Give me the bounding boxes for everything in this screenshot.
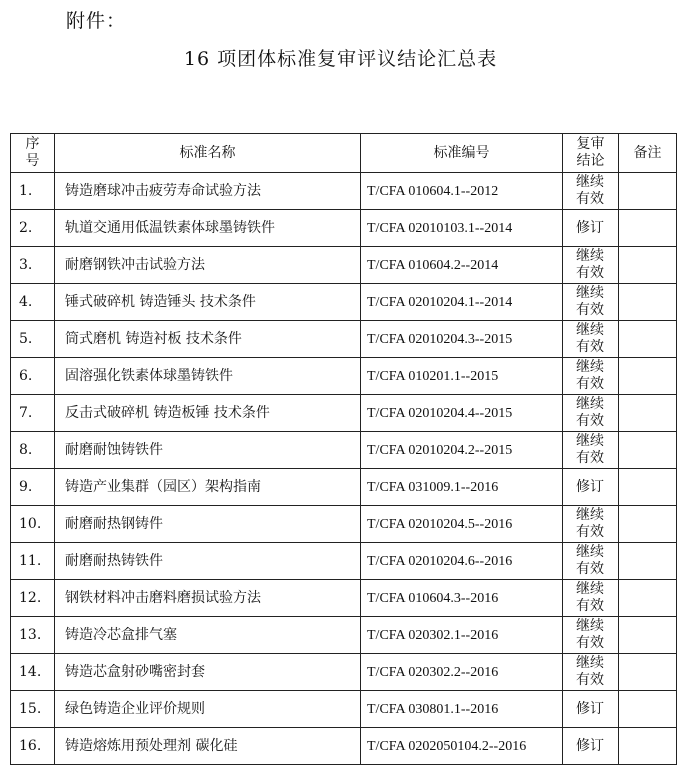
table-row — [11, 358, 677, 395]
table-row — [11, 284, 677, 321]
result-text: 继续有效 — [576, 396, 604, 429]
row-name-cell: 铸造冷芯盒排气塞 — [55, 617, 361, 654]
row-note-cell — [619, 210, 677, 247]
result-text: 继续有效 — [576, 507, 604, 540]
row-name-cell: 铸造芯盒射砂嘴密封套 — [55, 654, 361, 691]
row-code-cell: T/CFA 02010204.6--2016 — [361, 543, 563, 580]
row-name-cell: 锤式破碎机 铸造锤头 技术条件 — [55, 284, 361, 321]
row-seq-cell: 7. — [11, 395, 55, 432]
result-text: 继续有效 — [576, 322, 604, 355]
row-result-cell — [563, 654, 619, 691]
row-code-cell: T/CFA 010604.1--2012 — [361, 173, 563, 210]
result-text: 继续有效 — [576, 248, 604, 281]
row-result-cell — [563, 543, 619, 580]
row-note-cell — [619, 728, 677, 765]
row-seq-cell: 15. — [11, 691, 55, 728]
table-row — [11, 543, 677, 580]
row-note-cell — [619, 247, 677, 284]
header-result: 复审结论 — [563, 134, 619, 173]
row-seq-cell: 8. — [11, 432, 55, 469]
row-code-cell: T/CFA 010201.1--2015 — [361, 358, 563, 395]
row-name-cell: 铸造产业集群（园区）架构指南 — [55, 469, 361, 506]
row-code-cell: T/CFA 020302.2--2016 — [361, 654, 563, 691]
header-name: 标准名称 — [55, 134, 361, 173]
row-result-cell — [563, 321, 619, 358]
row-code-cell: T/CFA 010604.2--2014 — [361, 247, 563, 284]
attachment-label: 附件： — [66, 10, 127, 32]
row-name-cell: 铸造熔炼用预处理剂 碳化硅 — [55, 728, 361, 765]
row-code-cell: T/CFA 030801.1--2016 — [361, 691, 563, 728]
result-text: 继续有效 — [576, 285, 604, 318]
row-result-cell — [563, 580, 619, 617]
row-result-cell — [563, 728, 619, 765]
row-seq-cell: 11. — [11, 543, 55, 580]
row-note-cell — [619, 432, 677, 469]
row-result-cell — [563, 284, 619, 321]
row-note-cell — [619, 321, 677, 358]
table-row — [11, 210, 677, 247]
row-code-cell: T/CFA 010604.3--2016 — [361, 580, 563, 617]
row-code-cell: T/CFA 02010204.5--2016 — [361, 506, 563, 543]
row-name-cell: 耐磨钢铁冲击试验方法 — [55, 247, 361, 284]
row-note-cell — [619, 580, 677, 617]
table-body — [11, 173, 677, 765]
table-row — [11, 432, 677, 469]
row-result-cell — [563, 173, 619, 210]
result-text: 修订 — [576, 737, 604, 754]
row-name-cell: 固溶强化铁素体球墨铸铁件 — [55, 358, 361, 395]
row-seq-cell: 12. — [11, 580, 55, 617]
result-text: 继续有效 — [576, 359, 604, 392]
row-seq-cell: 10. — [11, 506, 55, 543]
row-result-cell — [563, 469, 619, 506]
row-note-cell — [619, 284, 677, 321]
header-seq: 序号 — [11, 134, 55, 173]
row-result-cell — [563, 691, 619, 728]
result-text: 继续有效 — [576, 544, 604, 577]
row-seq-cell: 4. — [11, 284, 55, 321]
row-seq-cell: 13. — [11, 617, 55, 654]
row-result-cell — [563, 432, 619, 469]
row-result-cell — [563, 506, 619, 543]
row-name-cell: 耐磨耐热铸铁件 — [55, 543, 361, 580]
table-row — [11, 654, 677, 691]
table-row — [11, 580, 677, 617]
table-row — [11, 506, 677, 543]
row-seq-cell: 14. — [11, 654, 55, 691]
row-result-cell — [563, 247, 619, 284]
table-row — [11, 617, 677, 654]
row-code-cell: T/CFA 020302.1--2016 — [361, 617, 563, 654]
row-name-cell: 钢铁材料冲击磨料磨损试验方法 — [55, 580, 361, 617]
standards-review-table — [10, 133, 677, 765]
row-result-cell — [563, 617, 619, 654]
table-row — [11, 691, 677, 728]
result-text: 修订 — [576, 219, 604, 236]
row-code-cell: T/CFA 02010204.1--2014 — [361, 284, 563, 321]
row-note-cell — [619, 691, 677, 728]
row-note-cell — [619, 506, 677, 543]
row-code-cell: T/CFA 02010204.2--2015 — [361, 432, 563, 469]
row-note-cell — [619, 173, 677, 210]
row-name-cell: 耐磨耐热钢铸件 — [55, 506, 361, 543]
header-note: 备注 — [619, 134, 677, 173]
row-name-cell: 反击式破碎机 铸造板锤 技术条件 — [55, 395, 361, 432]
row-seq-cell: 5. — [11, 321, 55, 358]
row-seq-cell: 9. — [11, 469, 55, 506]
row-code-cell: T/CFA 0202050104.2--2016 — [361, 728, 563, 765]
row-code-cell: T/CFA 02010103.1--2014 — [361, 210, 563, 247]
row-note-cell — [619, 617, 677, 654]
row-note-cell — [619, 395, 677, 432]
table-row — [11, 395, 677, 432]
row-code-cell: T/CFA 031009.1--2016 — [361, 469, 563, 506]
row-result-cell — [563, 395, 619, 432]
document-title: 16 项团体标准复审评议结论汇总表 — [183, 48, 498, 70]
row-result-cell — [563, 210, 619, 247]
result-text: 修订 — [576, 700, 604, 717]
row-name-cell: 轨道交通用低温铁素体球墨铸铁件 — [55, 210, 361, 247]
row-seq-cell: 2. — [11, 210, 55, 247]
table-row — [11, 469, 677, 506]
result-text: 修订 — [576, 478, 604, 495]
row-name-cell: 铸造磨球冲击疲劳寿命试验方法 — [55, 173, 361, 210]
result-text: 继续有效 — [576, 433, 604, 466]
row-result-cell — [563, 358, 619, 395]
table-row — [11, 321, 677, 358]
table-row — [11, 173, 677, 210]
row-seq-cell: 3. — [11, 247, 55, 284]
row-code-cell: T/CFA 02010204.4--2015 — [361, 395, 563, 432]
row-name-cell: 筒式磨机 铸造衬板 技术条件 — [55, 321, 361, 358]
header-code: 标准编号 — [361, 134, 563, 173]
row-note-cell — [619, 358, 677, 395]
result-text: 继续有效 — [576, 655, 604, 688]
row-name-cell: 耐磨耐蚀铸铁件 — [55, 432, 361, 469]
row-seq-cell: 16. — [11, 728, 55, 765]
table-header-row — [11, 134, 677, 173]
result-text: 继续有效 — [576, 174, 604, 207]
row-seq-cell: 1. — [11, 173, 55, 210]
row-name-cell: 绿色铸造企业评价规则 — [55, 691, 361, 728]
row-code-cell: T/CFA 02010204.3--2015 — [361, 321, 563, 358]
row-note-cell — [619, 654, 677, 691]
table-row — [11, 728, 677, 765]
row-note-cell — [619, 543, 677, 580]
row-seq-cell: 6. — [11, 358, 55, 395]
result-text: 继续有效 — [576, 618, 604, 651]
table-row — [11, 247, 677, 284]
row-note-cell — [619, 469, 677, 506]
result-text: 继续有效 — [576, 581, 604, 614]
